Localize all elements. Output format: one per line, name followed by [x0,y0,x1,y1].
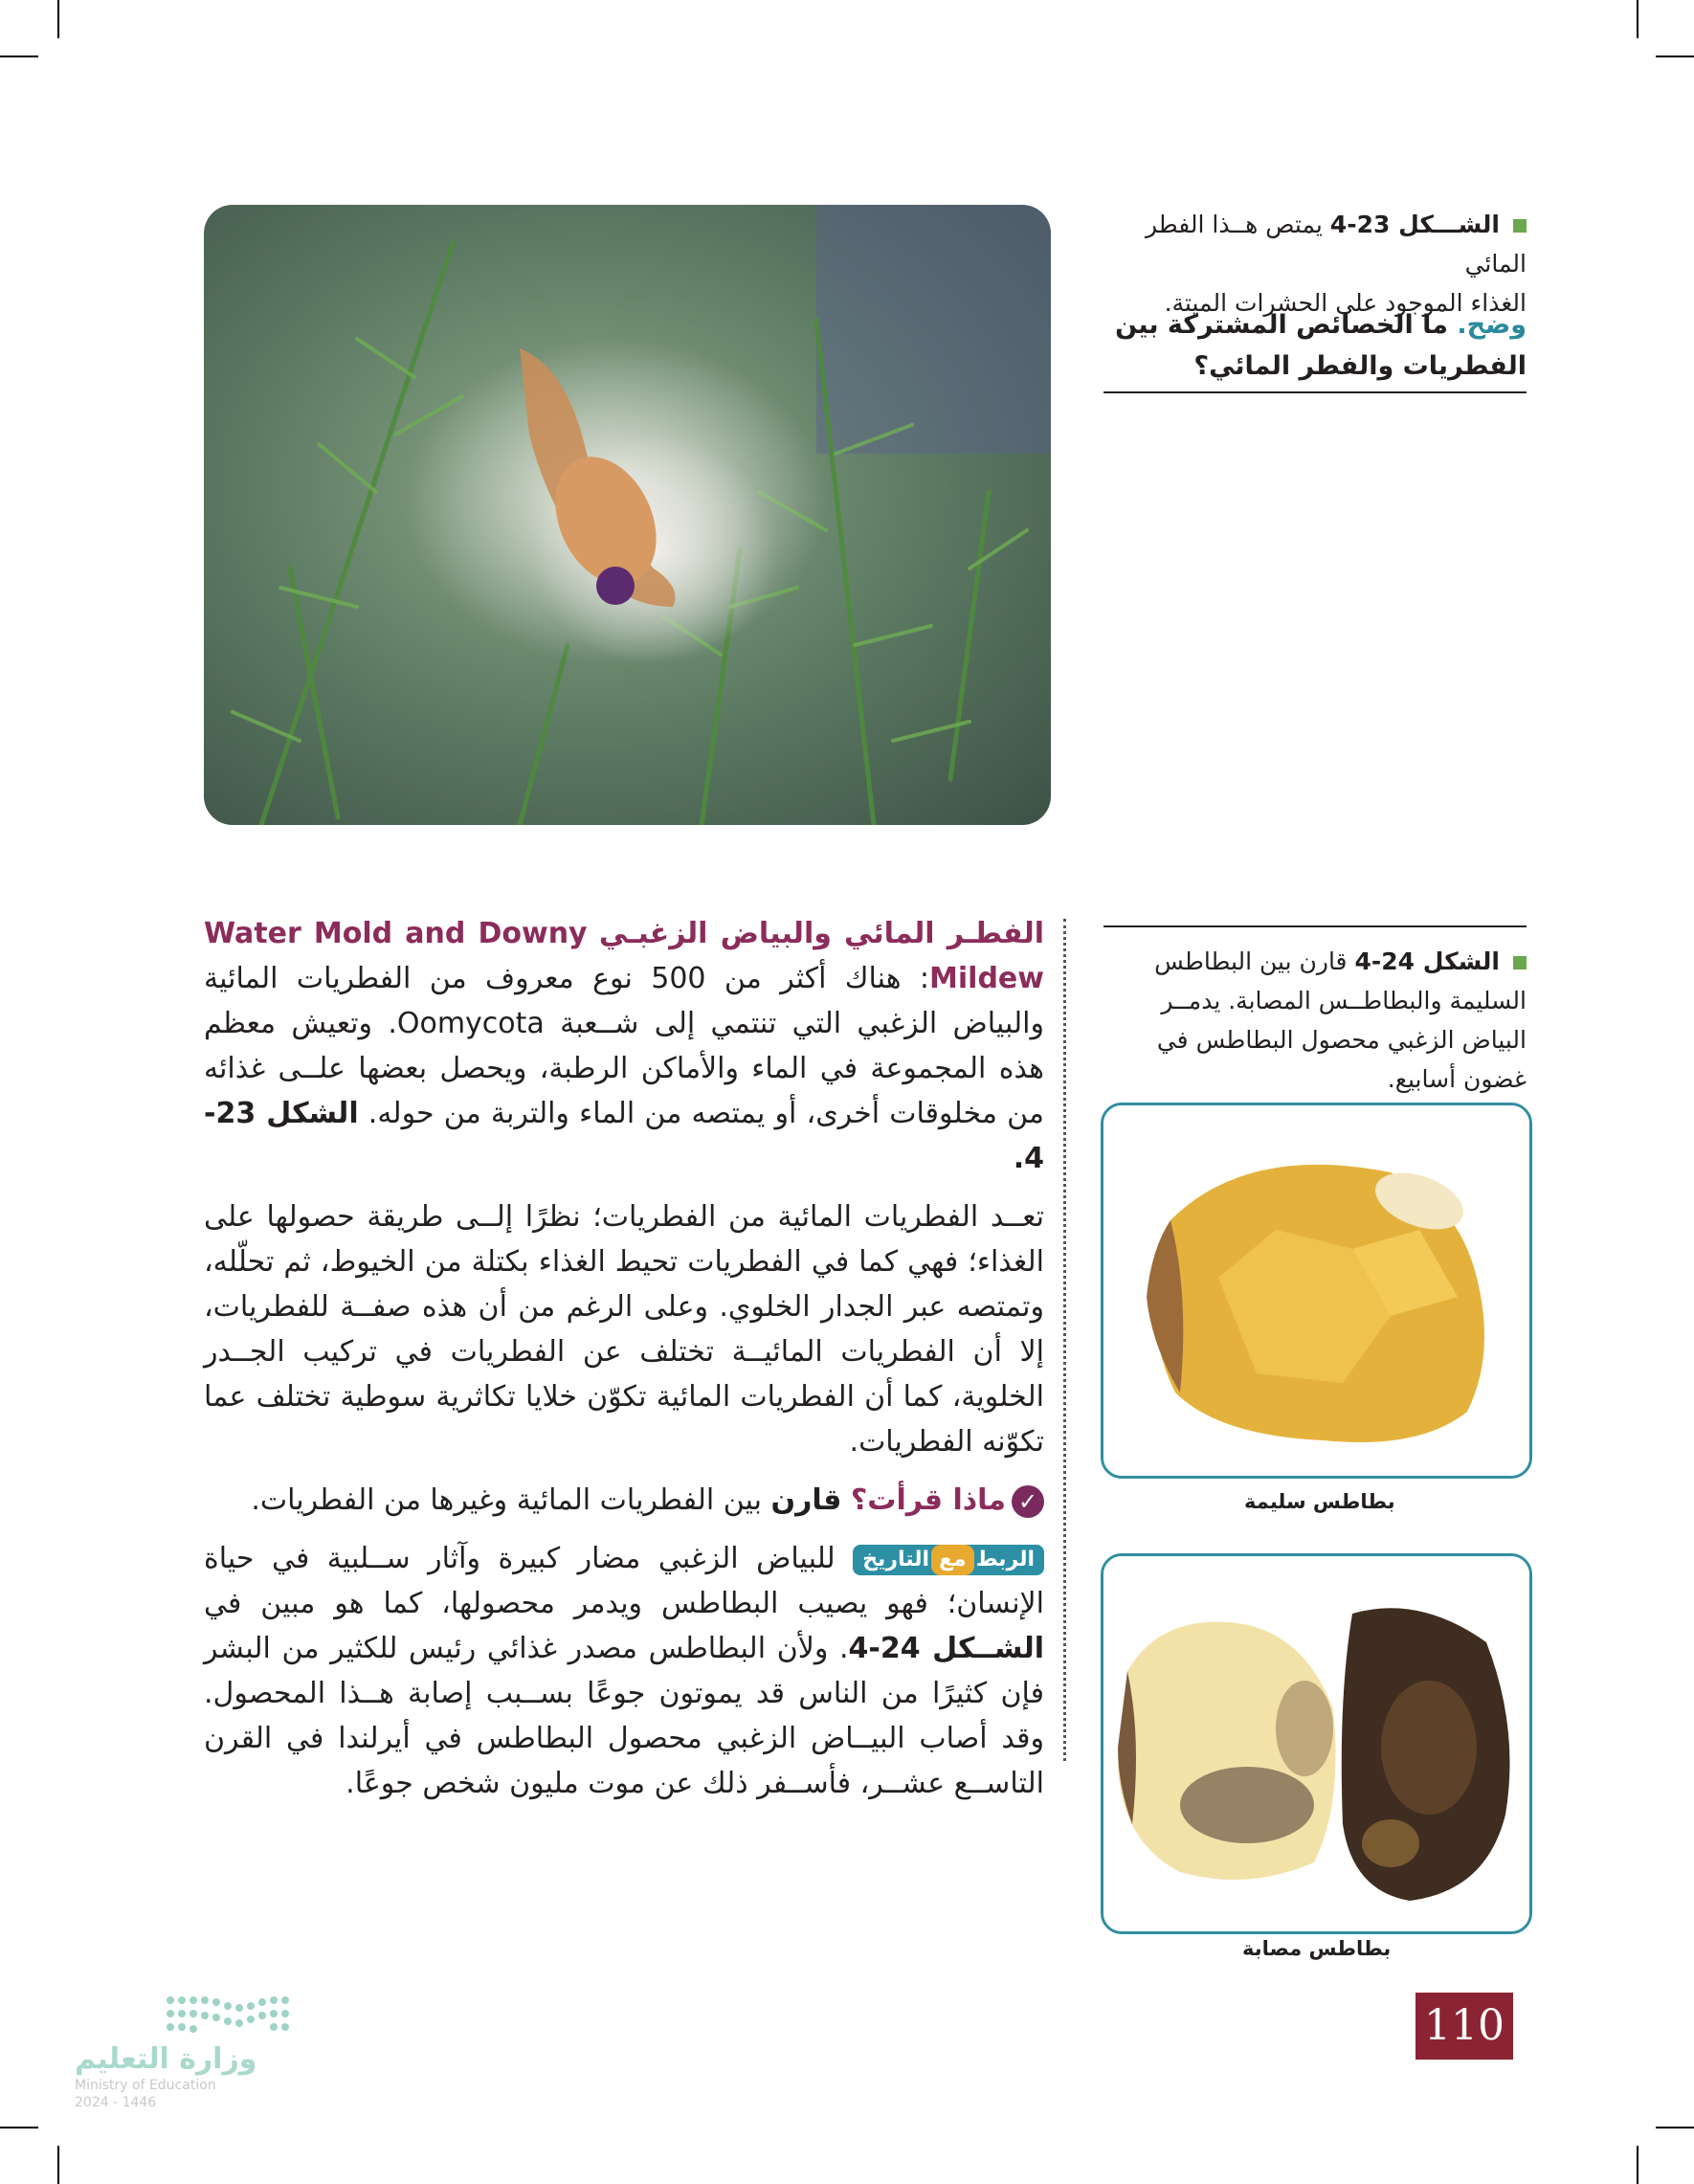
ministry-dots-icon [75,1991,323,2039]
crop-mark [0,2127,38,2128]
column-divider [1063,919,1066,1761]
reading-check [204,1478,1044,1523]
crop-mark [1656,56,1694,57]
figure-23-text: يمتص هــذا الفطر المائي [1145,211,1527,278]
question-verb: وضح. [1457,310,1527,340]
history-tag-c: التاريخ [862,1547,930,1571]
caption-bullet [1513,956,1527,969]
reading-check-label: ماذا قرأت؟ [850,1483,1006,1517]
paragraph-2: تعــد الفطريات المائية من الفطريات؛ نظرًا إلــى طريقة حصولها على الغذاء؛ فهي كما في الفطريات تحيط الغذاء بكتلة من الخيوط، ثم تحلّله، وتمتصه عبر الجدار الخلوي. وعلى الرغم من أن هذه صفــة للفطريات، إلا أن الفطريات المائيــة تختلف عن الفطريات في تركيب الجــدر الخلوية، كما أن الفطريات المائية تكوّن خلايا تكاثرية سوطية تختلف عما تكوّنه الفطريات. [204,1200,1044,1459]
healthy-potato-label: بطاطس سليمة [1244,1490,1395,1513]
ministry-logo [75,1991,323,2111]
section-heading-en: Water Mold and Downy Mildew [204,917,1044,995]
paragraph-3-text-2: . ولأن البطاطس مصدر غذائي رئيس للكثير من البشر فإن كثيرًا من الناس قد يموتون جوعًا بســبب إصابة هــذا المحصول. وقد أصاب البيــاض الزغبي محصول البطاطس في أيرلندا في القرن التاســع عشــر، فأســفر ذلك عن موت مليون شخص جوعًا. [204,1632,1044,1800]
figure-24-caption [1110,942,1527,1099]
figure-24-ref: الشــكل 24-4 [848,1632,1044,1665]
infected-potato-photo [1101,1553,1532,1934]
ministry-year: 2024 - 1446 [75,2095,157,2110]
ministry-name-ar: وزارة التعليم [75,2042,257,2076]
paragraph-1 [204,911,1044,1181]
main-text-column [204,911,1044,1819]
question-text: ما الخصائص المشتركة بين الفطريات والفطر المائي؟ [1115,310,1527,381]
infected-potato-label: بطاطس مصابة [1242,1937,1392,1960]
reading-check-text: بين الفطريات المائية وغيرها من الفطريات. [251,1483,771,1517]
crop-mark [0,56,38,57]
crop-mark [1656,2127,1694,2128]
water-mold-photo [204,205,1051,825]
figure-23-ref: الشكل 23-4. [204,1097,1044,1175]
crop-mark [1637,2146,1638,2184]
checkmark-icon: ✓ [1012,1485,1044,1518]
figure-24-text: قارن بين البطاطس السليمة والبطاطــس المصابة. يدمــر البياض الزغبي محصول البطاطس في غضون أسابيع. [1154,947,1527,1093]
figure-23-question [1101,304,1527,387]
caption-bullet [1513,219,1527,233]
crop-mark [57,2146,59,2184]
divider [1103,391,1527,393]
paragraph-3-text: للبياض الزغبي مضار كبيرة وآثار ســلبية في حياة الإنسان؛ فهو يصيب البطاطس ويدمر محصولها، كما هو مبين في [204,1542,1044,1620]
paragraph-1-text: : هناك أكثر من 500 نوع معروف من الفطريات المائية والبياض الزغبي التي تنتمي إلى شــعبة Oomycota. وتعيش معظم هذه المجموعة في الماء والأماكن الرطبة، ويحصل بعضها علــى غذائه من مخلوقات أخرى، أو يمتصه من الماء والتربة من حوله. [204,962,1044,1130]
figure-23-text-2: الغذاء الموجود على الحشرات الميتة. [1164,289,1527,317]
crop-mark [57,0,59,38]
crop-mark [1637,0,1638,38]
history-connection-badge [853,1545,1044,1575]
figure-24-label: الشكل 24-4 [1354,947,1500,975]
paragraph-3 [204,1536,1044,1806]
history-tag-b: مع [931,1545,974,1575]
ministry-name-en: Ministry of Education [75,2078,216,2093]
figure-23-label: الشـــكل 23-4 [1329,211,1500,238]
divider [1103,925,1527,927]
section-heading: الفطـر المائي والبياض الزغبـي [598,917,1044,950]
healthy-potato-photo [1101,1103,1532,1479]
reading-check-verb: قارن [770,1483,842,1517]
page-number: 110 [1415,1993,1513,2060]
history-tag-a: الربط [975,1547,1035,1571]
